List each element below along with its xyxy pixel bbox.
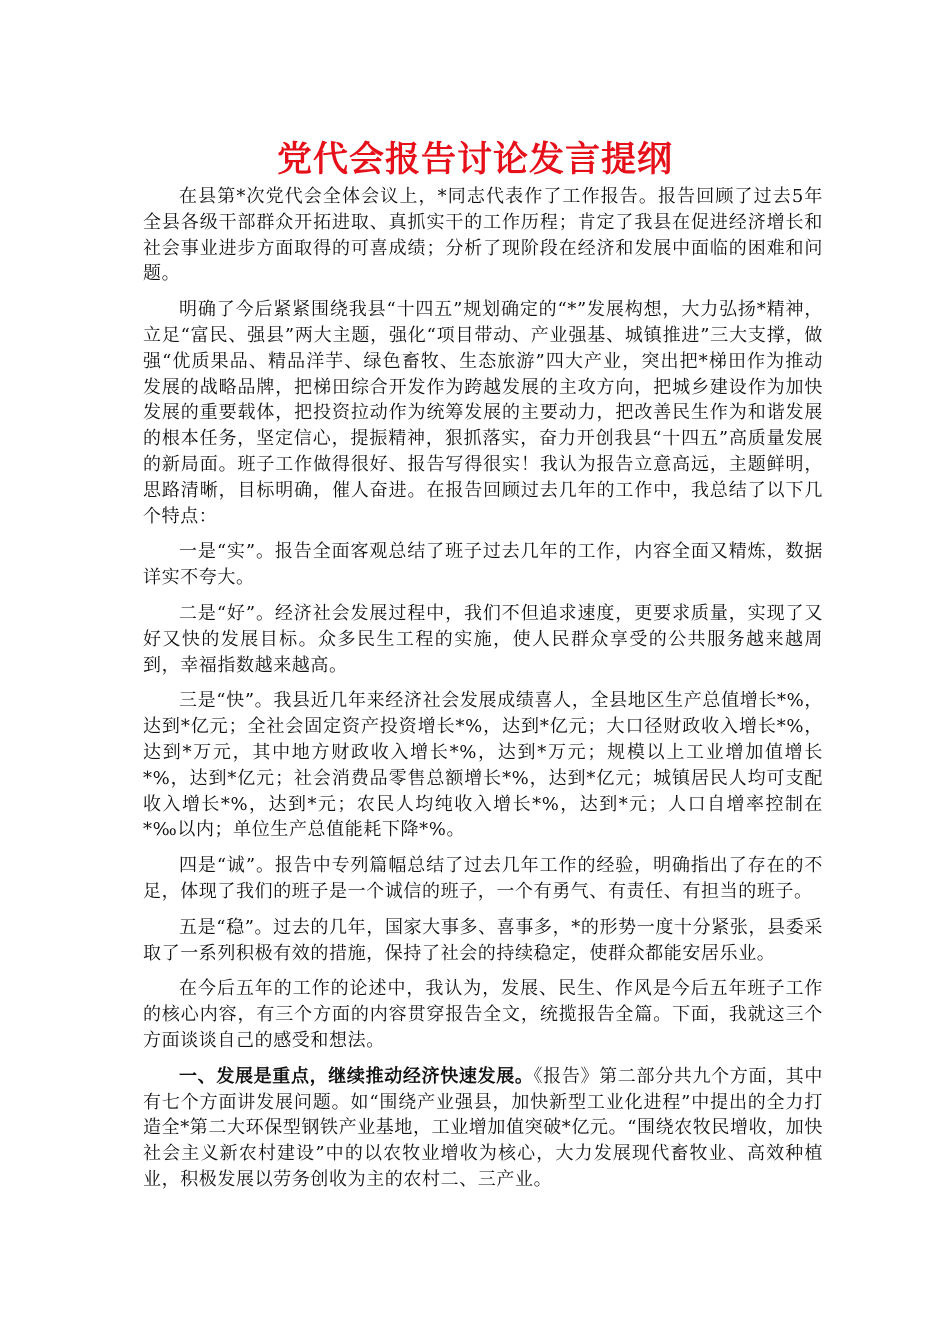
paragraph-text: 四是“诚”。报告中专列篇幅总结了过去几年工作的经验，明确指出了存在的不足，体现了我们的班子是一个诚信的班子，一个有勇气、有责任、有担当的班子。 — [143, 855, 823, 902]
paragraph-lead-heading: 一、发展是重点，继续推动经济快速发展。 — [179, 1065, 534, 1087]
paragraph-section-development — [143, 1064, 823, 1193]
paragraph-point-cheng — [143, 853, 823, 905]
paragraph-point-kuai — [143, 688, 823, 843]
paragraph-point-shi — [143, 539, 823, 591]
paragraph-text: 二是“好”。经济社会发展过程中，我们不但追求速度，更要求质量，实现了又好又快的发展目标。众多民生工程的实施，使人民群众享受的公共服务越来越周到，幸福指数越来越高。 — [143, 602, 823, 676]
paragraph-text: 五是“稳”。过去的几年，国家大事多、喜事多，*的形势一度十分紧张，县委采取了一系列积极有效的措施，保持了社会的持续稳定，使群众都能安居乐业。 — [143, 916, 823, 964]
paragraph-intro — [143, 184, 823, 287]
document-body — [143, 184, 823, 1203]
paragraph-text: 在县第*次党代会全体会议上，*同志代表作了工作报告。报告回顾了过去5年全县各级干部群众开拓进取、真抓实干的工作历程；肯定了我县在促进经济增长和社会事业进步方面取得的可喜成绩；分析了现阶段在经济和发展中面临的困难和问题。 — [143, 186, 823, 285]
paragraph-text: 一是“实”。报告全面客观总结了班子过去几年的工作，内容全面又精炼，数据详实不夸大。 — [143, 541, 823, 589]
paragraph-point-hao — [143, 601, 823, 678]
paragraph-text: 明确了今后紧紧围绕我县“十四五”规划确定的“*”发展构想，大力弘扬*精神，立足“富民、强县”两大主题，强化“项目带动、产业强基、城镇推进”三大支撑，做强“优质果品、精品洋芋、绿色畜牧、生态旅游”四大产业，突出把*梯田作为推动发展的战略品牌，把梯田综合开发作为跨越发展的主攻方向，把城乡建设作为加快发展的重要载体，把投资拉动作为统筹发展的主要动力，把改善民生作为和谐发展的根本任务，坚定信心，提振精神，狠抓落实，奋力开创我县“十四五”高质量发展的新局面。班子工作做得很好、报告写得很实！我认为报告立意高远，主题鲜明，思路清晰，目标明确，催人奋进。在报告回顾过去几年的工作中，我总结了以下几个特点： — [143, 299, 823, 527]
paragraph-text: 在今后五年的工作的论述中，我认为，发展、民生、作风是今后五年班子工作的核心内容，有三个方面的内容贯穿报告全文，统揽报告全篇。下面，我就这三个方面谈谈自己的感受和想法。 — [143, 978, 823, 1051]
paragraph-point-wen — [143, 915, 823, 967]
paragraph-text: 三是“快”。我县近几年来经济社会发展成绩喜人，全县地区生产总值增长*%，达到*亿元；全社会固定资产投资增长*%，达到*亿元；大口径财政收入增长*%，达到*万元，其中地方财政收入增长*%，达到*万元；规模以上工业增加值增长*%，达到*亿元；社会消费品零售总额增长*%，达到*亿元；城镇居民人均可支配收入增长*%，达到*元；农民人均纯收入增长*%，达到*元；人口自增率控制在*‰以内；单位生产总值能耗下降*%。 — [143, 690, 823, 841]
paragraph-text: 《报告》第二部分共九个方面，其中有七个方面讲发展问题。如“围绕产业强县，加快新型工业化进程”中提出的全力打造全*第二大环保型钢铁产业基地，工业增加值突破*亿元。“围绕农牧民增收，加快社会主义新农村建设”中的以农牧业增收为核心，大力发展现代畜牧业、高效种植业，积极发展以劳务创收为主的农村二、三产业。 — [143, 1065, 823, 1190]
paragraph-five-year-outlook — [143, 976, 823, 1053]
paragraph-development-plan — [143, 297, 823, 529]
document-title: 党代会报告讨论发言提纲 — [276, 139, 673, 180]
